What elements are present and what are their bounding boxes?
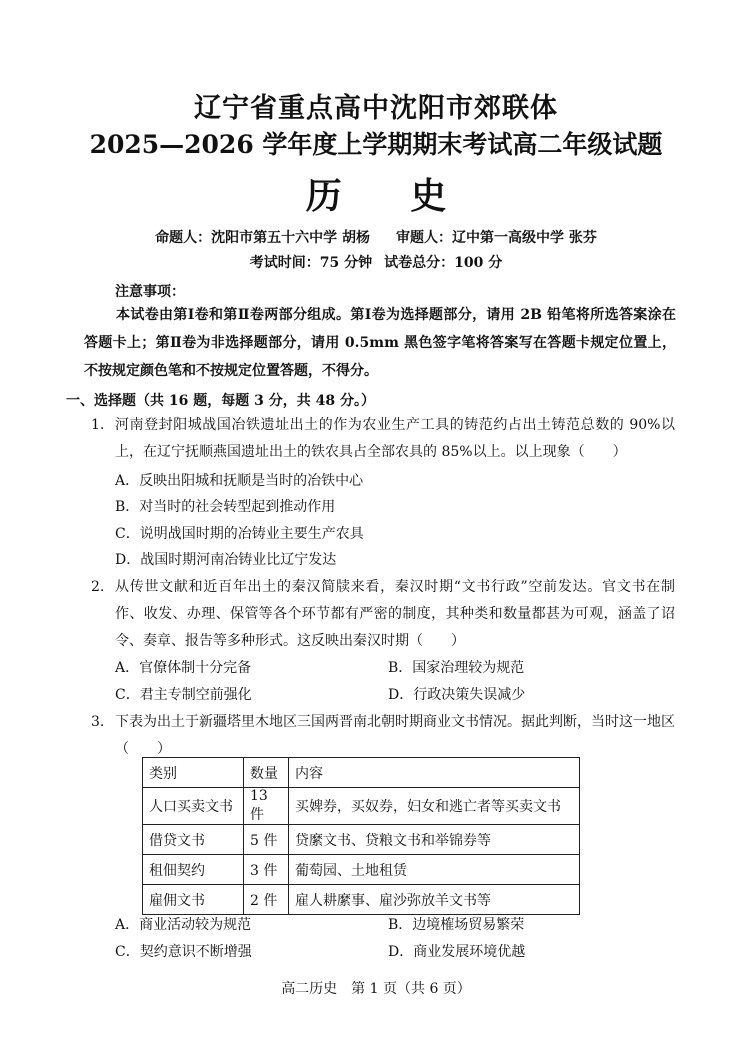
table-cell: 人口买卖文书 [143,788,244,825]
notes-body: 本试卷由第Ⅰ卷和第Ⅱ卷两部分组成。第Ⅰ卷为选择题部分，请用 2B 铅笔将所选答案涂在答题卡上；第Ⅱ卷为非选择题部分，请用 0.5mm 黑色签字笔将答案写在答题卡规定位置上，不按规定颜色笔和不按规定位置答题，不得分。 [84,307,676,379]
exam-time: 考试时间：75 分钟 [249,255,373,271]
subject-title: 历 史 [305,175,475,217]
table-row [143,855,580,885]
exam-title-line2: 2025—2026 学年度上学期期末考试高二年级试题 [89,130,663,159]
table-row [143,885,580,915]
table-cell: 买婢券，买奴券，妇女和逃亡者等买卖文书 [289,788,580,825]
option-b[interactable]: B．边境榷场贸易繁荣 [388,917,525,933]
question-number: 2. [91,579,105,595]
question-text: 下表为出土于新疆塔里木地区三国两晋南北朝时期商业文书情况。据此判断，当时这一地区（ ） [115,714,675,757]
option-c[interactable]: C．君主专制空前强化 [115,687,252,703]
option-c[interactable]: C．说明战国时期的冶铸业主要生产农具 [115,526,364,542]
table-header-cell: 内容 [289,758,580,788]
question-text: 河南登封阳城战国冶铁遗址出土的作为农业生产工具的铸范约占出土铸范总数的 90%以上，在辽宁抚顺燕国遗址出土的铁农具占全部农具的 85%以上。以上现象（ ） [115,417,675,460]
table-cell: 3 件 [244,855,289,885]
reviewer-text: 审题人：辽中第一高级中学 张芬 [396,230,597,246]
exam-score: 试卷总分：100 分 [384,255,503,271]
table-cell: 雇人耕縻事、雇沙弥放羊文书等 [289,885,580,915]
option-a[interactable]: A．反映出阳城和抚顺是当时的冶铁中心 [115,473,364,489]
option-b[interactable]: B．对当时的社会转型起到推动作用 [115,499,336,515]
section-title: 一、选择题（共 16 题，每题 3 分，共 48 分。） [66,393,375,409]
option-d[interactable]: D．战国时期河南冶铸业比辽宁发达 [115,552,337,568]
question-text: 从传世文献和近百年出土的秦汉简牍来看，秦汉时期“文书行政”空前发达。官文书在制作、收发、办理、保管等各个环节都有严密的制度，其种类和数量都甚为可观，涵盖了诏令、奏章、报告等多种形式。这反映出秦汉时期（ ） [115,579,675,649]
setter-text: 命题人：沈阳市第五十六中学 胡杨 [155,230,370,246]
table-row [143,825,580,855]
option-b[interactable]: B．国家治理较为规范 [388,660,525,676]
option-c[interactable]: C．契约意识不断增强 [115,944,252,960]
exam-info-line [0,252,752,272]
table-cell: 雇佣文书 [143,885,244,915]
table-cell: 租佃契约 [143,855,244,885]
table-cell: 5 件 [244,825,289,855]
notes-heading: 注意事项： [115,284,185,300]
table-header-cell: 数量 [244,758,289,788]
page-footer: 高二历史 第 1 页（共 6 页） [281,981,471,997]
table-cell: 贷縻文书、贷粮文书和举锦券等 [289,825,580,855]
table-header-cell: 类别 [143,758,244,788]
table-cell: 葡萄园、土地租赁 [289,855,580,885]
option-d[interactable]: D．行政决策失误减少 [388,687,526,703]
question-number: 1. [91,417,105,433]
exam-title-line1: 辽宁省重点高中沈阳市郊联体 [194,93,558,124]
option-a[interactable]: A．商业活动较为规范 [115,917,252,933]
table-row [143,788,580,825]
setters-line [0,227,752,247]
question-number: 3. [91,714,105,730]
option-a[interactable]: A．官僚体制十分完备 [115,660,252,676]
table-cell: 2 件 [244,885,289,915]
option-d[interactable]: D．商业发展环境优越 [388,944,526,960]
commerce-documents-table [142,757,580,915]
table-cell: 借贷文书 [143,825,244,855]
table-header-row [143,758,580,788]
table-cell: 13 件 [244,788,289,825]
